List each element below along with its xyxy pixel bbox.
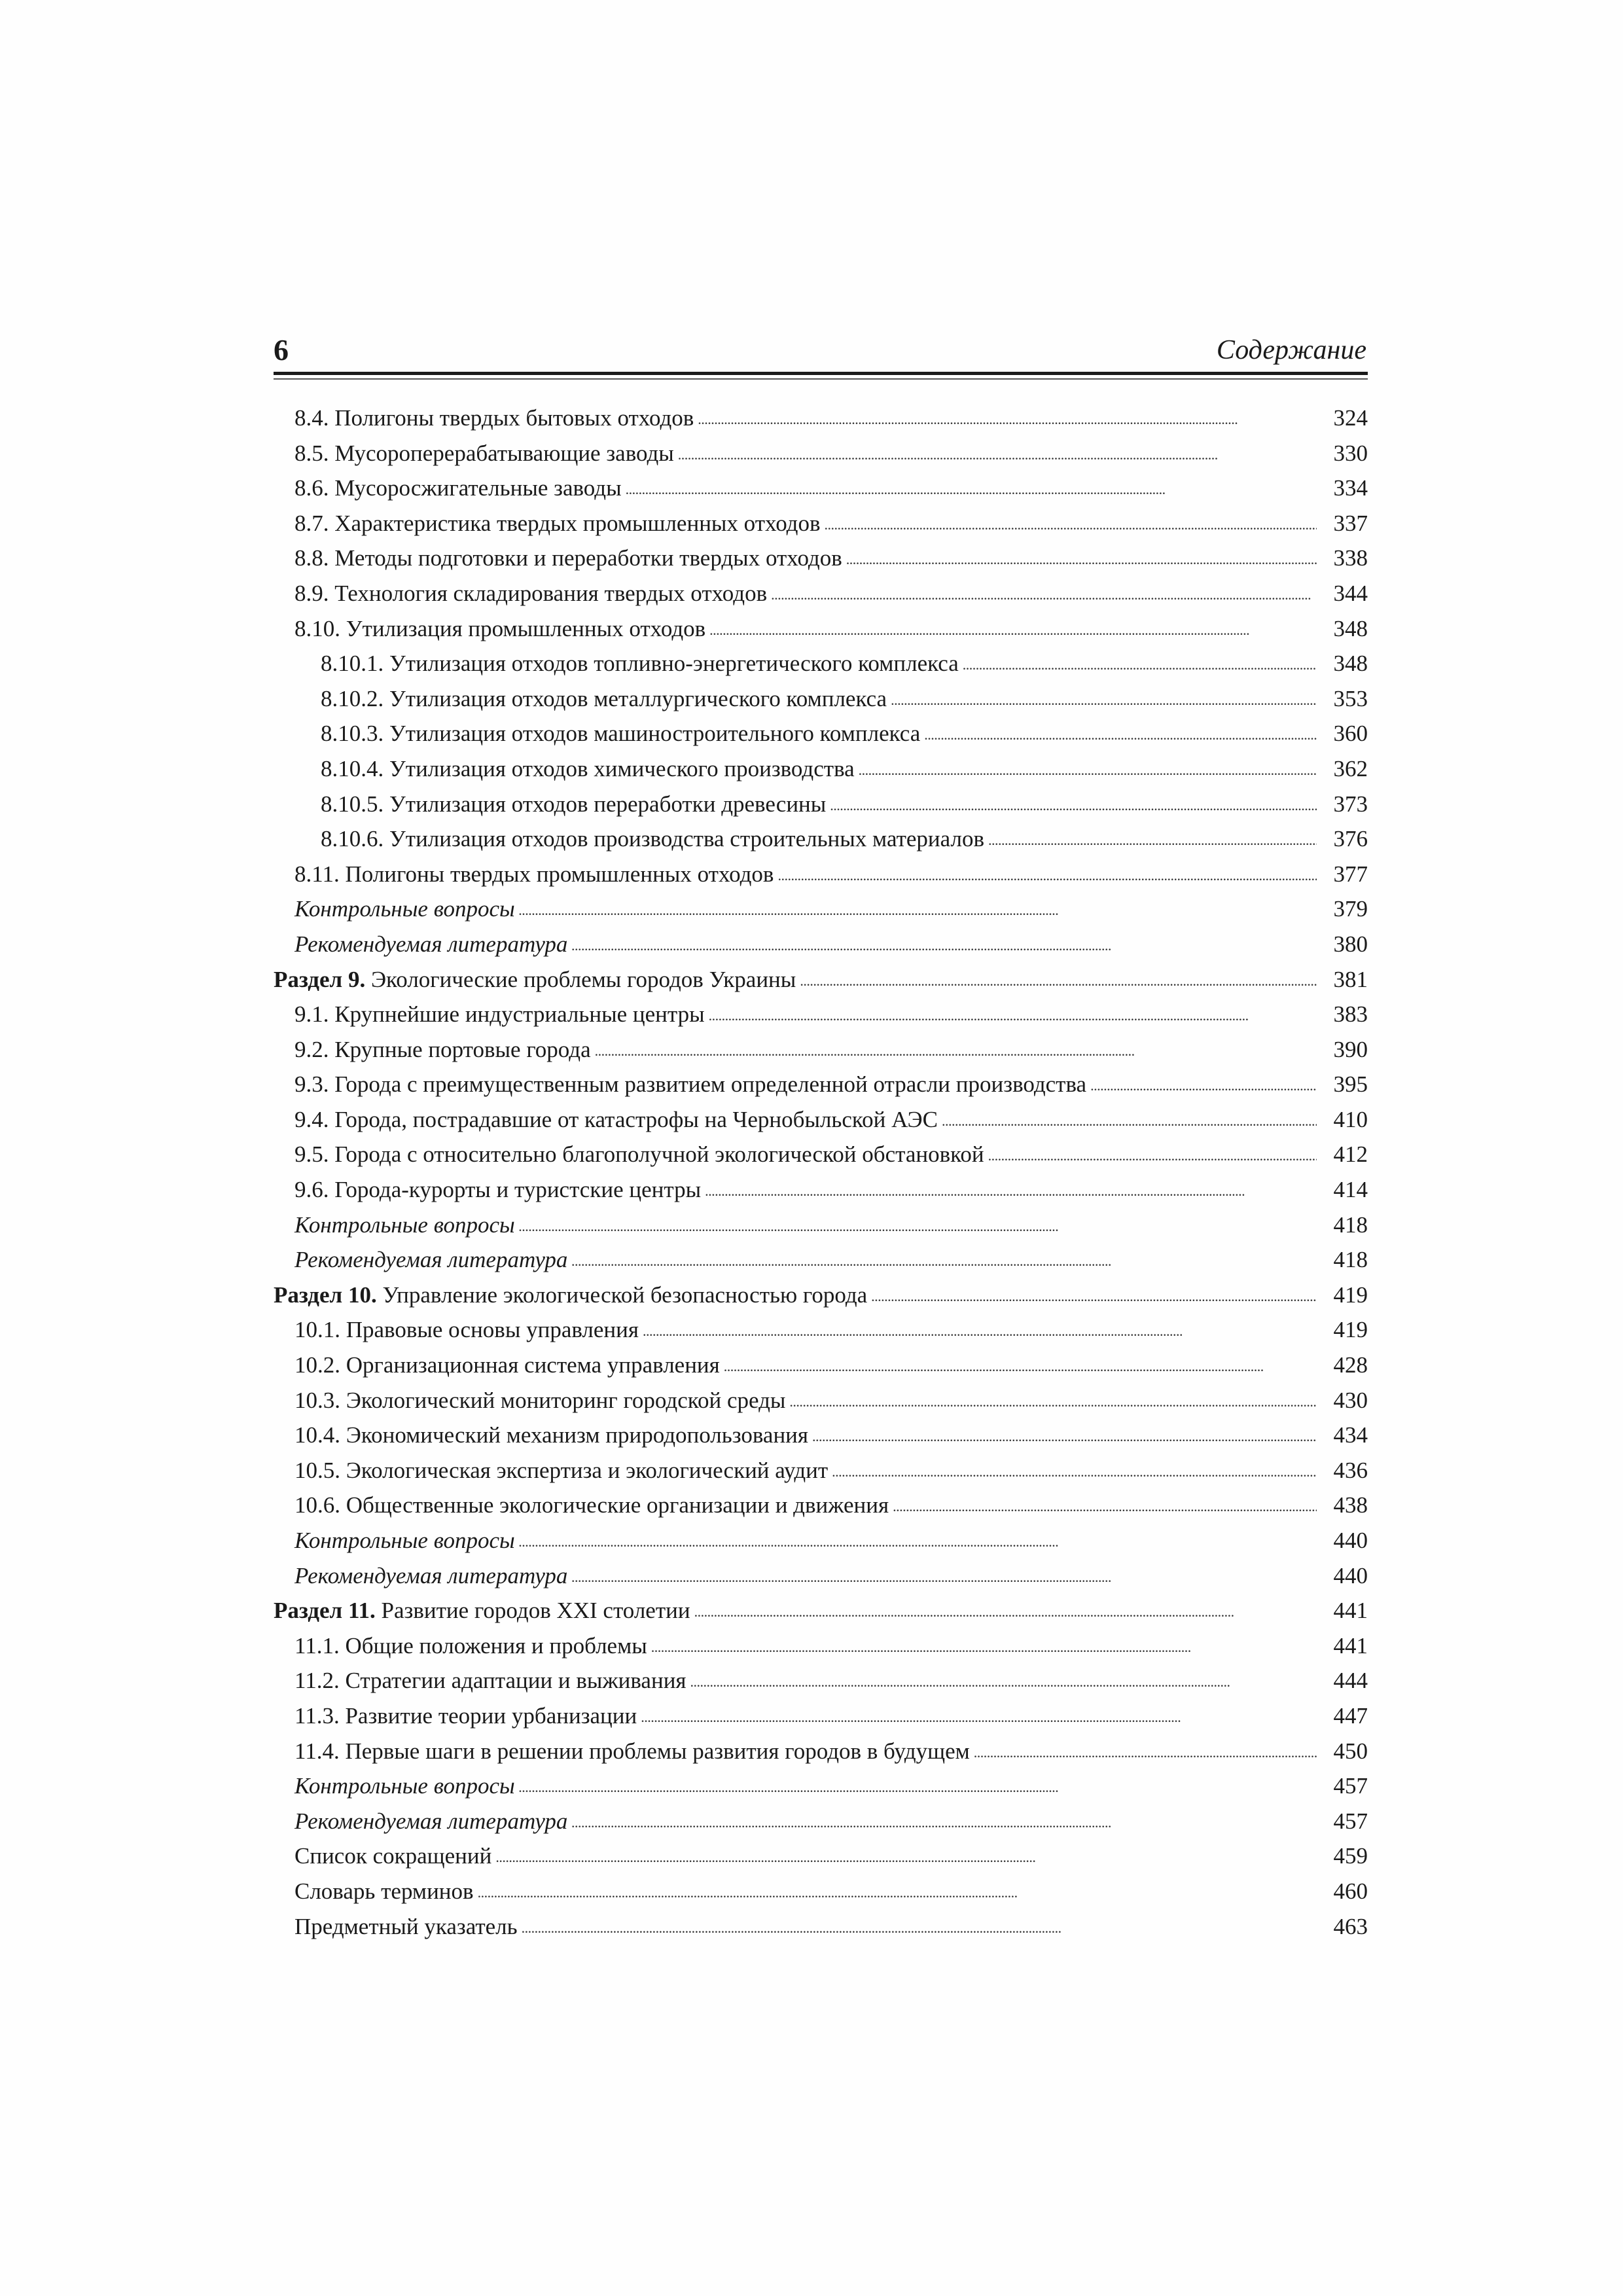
- toc-entry-title: Список сокращений: [294, 1843, 492, 1869]
- toc-entry: [274, 891, 1368, 927]
- toc-entry: [274, 751, 1368, 787]
- toc-entry: [274, 997, 1368, 1032]
- toc-page-number: 419: [1333, 1317, 1368, 1343]
- toc-entry: [274, 576, 1368, 611]
- toc-entry: [274, 1488, 1368, 1523]
- dot-leader: [893, 1489, 1317, 1524]
- toc-page-number: 377: [1333, 861, 1368, 887]
- running-title: Содержание: [1216, 335, 1366, 365]
- toc-page-number: 414: [1333, 1177, 1368, 1203]
- dot-leader: [519, 893, 1317, 928]
- toc-page-number: 337: [1333, 510, 1368, 536]
- toc-page-number: 418: [1333, 1247, 1368, 1273]
- dot-leader: [771, 577, 1317, 613]
- toc-page-number: 436: [1333, 1457, 1368, 1483]
- toc-entry: [274, 1874, 1368, 1909]
- toc-entry: [274, 681, 1368, 717]
- page-header: [274, 331, 1366, 370]
- toc-entry-title: 10.6. Общественные экологические организации и движения: [294, 1492, 889, 1518]
- toc-entry: [274, 1348, 1368, 1383]
- toc-page-number: 460: [1333, 1878, 1368, 1904]
- dot-leader: [859, 753, 1317, 788]
- dot-leader: [709, 613, 1317, 648]
- toc-entry: [274, 1698, 1368, 1734]
- toc-entry: [274, 1032, 1368, 1067]
- toc-page-number: 444: [1333, 1668, 1368, 1694]
- toc-entry-title: 8.10.6. Утилизация отходов производства строительных материалов: [321, 826, 984, 852]
- toc-page-number: 450: [1333, 1738, 1368, 1764]
- toc-entry-title: 9.1. Крупнейшие индустриальные центры: [294, 1001, 705, 1028]
- toc-page-number: 457: [1333, 1773, 1368, 1799]
- dot-leader: [694, 1594, 1317, 1630]
- toc-page-number: 430: [1333, 1387, 1368, 1413]
- toc-entry-title: Контрольные вопросы: [294, 896, 515, 922]
- toc-entry: [274, 1558, 1368, 1594]
- toc-page-number: 373: [1333, 791, 1368, 817]
- dot-leader: [571, 1560, 1317, 1595]
- toc-entry-title: 8.10.3. Утилизация отходов машиностроительного комплекса: [321, 721, 921, 747]
- toc-entry: [274, 1242, 1368, 1278]
- toc-entry: [274, 716, 1368, 751]
- toc-entry-title: 10.2. Организационная система управления: [294, 1352, 720, 1378]
- toc-entry-title: 9.5. Города с относительно благополучной экологической обстановкой: [294, 1141, 984, 1168]
- toc-page-number: 390: [1333, 1036, 1368, 1062]
- dot-leader: [519, 1524, 1317, 1560]
- toc-page-number: 348: [1333, 651, 1368, 677]
- toc-entry: [274, 1418, 1368, 1453]
- dot-leader: [571, 1244, 1317, 1279]
- dot-leader: [1090, 1068, 1317, 1103]
- dot-leader: [519, 1770, 1317, 1805]
- dot-leader: [777, 858, 1317, 893]
- toc-entry-title: 9.4. Города, пострадавшие от катастрофы на Чернобыльской АЭС: [294, 1106, 938, 1132]
- toc-entry: [274, 857, 1368, 892]
- toc-entry: [274, 506, 1368, 541]
- toc-page-number: 353: [1333, 685, 1368, 711]
- toc-entry: [274, 1453, 1368, 1488]
- toc-page-number: 441: [1333, 1598, 1368, 1624]
- table-of-contents: [274, 401, 1368, 1944]
- toc-entry-title: 9.6. Города-курорты и туристские центры: [294, 1177, 702, 1203]
- toc-entry-title: 8.9. Технология складирования твердых отходов: [294, 580, 768, 606]
- dot-leader: [519, 1209, 1317, 1244]
- header-rule-secondary: [274, 378, 1368, 380]
- toc-entry-title: Рекомендуемая литература: [294, 931, 568, 957]
- toc-section-entry: [274, 962, 1368, 997]
- toc-entry-title: Рекомендуемая литература: [294, 1562, 568, 1588]
- toc-entry: [274, 1909, 1368, 1945]
- toc-section-title: Развитие городов XXI столетии: [375, 1598, 690, 1624]
- toc-page-number: 459: [1333, 1843, 1368, 1869]
- header-rule: [274, 372, 1368, 375]
- toc-entry-title: 8.6. Мусоросжигательные заводы: [294, 475, 622, 501]
- toc-entry-title: Рекомендуемая литература: [294, 1247, 568, 1273]
- toc-entry: [274, 1768, 1368, 1804]
- toc-entry: [274, 787, 1368, 822]
- toc-section-label: Раздел 9.: [274, 966, 366, 992]
- toc-page-number: 348: [1333, 615, 1368, 641]
- dot-leader: [724, 1349, 1317, 1384]
- dot-leader: [942, 1103, 1317, 1139]
- toc-entry: [274, 401, 1368, 436]
- toc-entry-title: Контрольные вопросы: [294, 1211, 515, 1238]
- dot-leader: [698, 402, 1317, 437]
- dot-leader: [789, 1384, 1317, 1420]
- toc-page-number: 434: [1333, 1422, 1368, 1448]
- toc-entry-title: Предметный указатель: [294, 1913, 518, 1939]
- toc-page-number: 418: [1333, 1211, 1368, 1238]
- toc-entry-title: [274, 962, 796, 997]
- toc-entry-title: Рекомендуемая литература: [294, 1808, 568, 1834]
- toc-entry: [274, 1804, 1368, 1839]
- dot-leader: [643, 1314, 1317, 1349]
- toc-entry: [274, 1523, 1368, 1558]
- toc-entry-title: 8.10.4. Утилизация отходов химического производства: [321, 755, 855, 781]
- toc-page-number: 338: [1333, 545, 1368, 571]
- toc-page-number: 419: [1333, 1282, 1368, 1308]
- toc-entry-title: 8.10.5. Утилизация отходов переработки древесины: [321, 791, 827, 817]
- toc-entry: [274, 1137, 1368, 1172]
- toc-entry: [274, 927, 1368, 962]
- toc-page-number: 395: [1333, 1071, 1368, 1098]
- toc-section-entry: [274, 1278, 1368, 1313]
- toc-entry: [274, 1208, 1368, 1243]
- toc-entry-title: 11.1. Общие положения и проблемы: [294, 1632, 647, 1659]
- toc-entry: [274, 1172, 1368, 1208]
- dot-leader: [832, 1454, 1317, 1490]
- dot-leader: [690, 1664, 1317, 1700]
- toc-entry: [274, 541, 1368, 576]
- toc-entry-title: 10.3. Экологический мониторинг городской среды: [294, 1387, 786, 1413]
- toc-entry-title: Контрольные вопросы: [294, 1528, 515, 1553]
- toc-page-number: 457: [1333, 1808, 1368, 1834]
- toc-entry-title: 11.2. Стратегии адаптации и выживания: [294, 1668, 687, 1694]
- dot-leader: [988, 1138, 1317, 1174]
- toc-page-number: 383: [1333, 1001, 1368, 1028]
- toc-entry-title: Словарь терминов: [294, 1878, 474, 1904]
- dot-leader: [495, 1840, 1317, 1875]
- toc-page-number: 412: [1333, 1141, 1368, 1168]
- toc-entry: [274, 821, 1368, 857]
- toc-page-number: 334: [1333, 475, 1368, 501]
- toc-entry: [274, 436, 1368, 471]
- toc-entry-title: [274, 1593, 690, 1628]
- toc-page-number: 360: [1333, 721, 1368, 747]
- toc-entry: [274, 1102, 1368, 1138]
- toc-entry-title: 8.7. Характеристика твердых промышленных отходов: [294, 510, 821, 536]
- dot-leader: [825, 507, 1317, 543]
- dot-leader: [571, 928, 1317, 963]
- toc-page-number: 362: [1333, 755, 1368, 781]
- toc-entry-title: [274, 1278, 867, 1313]
- dot-leader: [812, 1419, 1317, 1454]
- toc-entry-title: 9.3. Города с преимущественным развитием определенной отрасли производства: [294, 1071, 1087, 1098]
- dot-leader: [626, 472, 1317, 507]
- dot-leader: [988, 823, 1317, 858]
- toc-page-number: 381: [1333, 966, 1368, 992]
- toc-entry-title: 10.1. Правовые основы управления: [294, 1317, 639, 1343]
- toc-entry: [274, 471, 1368, 506]
- toc-entry: [274, 1663, 1368, 1698]
- toc-entry-title: 8.11. Полигоны твердых промышленных отходов: [294, 861, 774, 887]
- toc-page-number: 428: [1333, 1352, 1368, 1378]
- dot-leader: [571, 1805, 1317, 1840]
- dot-leader: [678, 437, 1317, 473]
- toc-page-number: 344: [1333, 580, 1368, 606]
- dot-leader: [924, 717, 1317, 753]
- dot-leader: [641, 1700, 1317, 1735]
- toc-entry: [274, 1628, 1368, 1664]
- toc-entry-title: 8.10.1. Утилизация отходов топливно-энергетического комплекса: [321, 651, 959, 677]
- toc-entry-title: Контрольные вопросы: [294, 1773, 515, 1799]
- dot-leader: [974, 1735, 1317, 1770]
- dot-leader: [891, 683, 1317, 718]
- dot-leader: [709, 998, 1317, 1033]
- toc-entry: [274, 1839, 1368, 1874]
- toc-page-number: 380: [1333, 931, 1368, 957]
- toc-page-number: 379: [1333, 896, 1368, 922]
- toc-entry-title: 8.10.2. Утилизация отходов металлургического комплекса: [321, 685, 887, 711]
- dot-leader: [871, 1279, 1317, 1314]
- toc-page-number: 324: [1333, 405, 1368, 431]
- toc-page-number: 376: [1333, 826, 1368, 852]
- toc-section-label: Раздел 11.: [274, 1598, 376, 1624]
- toc-entry-title: 11.3. Развитие теории урбанизации: [294, 1702, 637, 1729]
- toc-section-title: Экологические проблемы городов Украины: [365, 966, 796, 992]
- toc-entry-title: 10.5. Экологическая экспертиза и экологический аудит: [294, 1457, 829, 1483]
- dot-leader: [963, 647, 1317, 683]
- toc-entry: [274, 646, 1368, 681]
- toc-entry-title: 9.2. Крупные портовые города: [294, 1036, 591, 1062]
- toc-entry: [274, 1383, 1368, 1418]
- page-number: 6: [274, 333, 289, 367]
- dot-leader: [830, 788, 1317, 823]
- dot-leader: [651, 1630, 1317, 1665]
- toc-section-entry: [274, 1593, 1368, 1628]
- toc-entry-title: 8.4. Полигоны твердых бытовых отходов: [294, 405, 694, 431]
- toc-entry-title: 8.8. Методы подготовки и переработки твердых отходов: [294, 545, 842, 571]
- toc-page-number: 440: [1333, 1528, 1368, 1553]
- toc-entry: [274, 1734, 1368, 1769]
- dot-leader: [705, 1174, 1317, 1209]
- toc-section-label: Раздел 10.: [274, 1282, 377, 1308]
- toc-section-title: Управление экологической безопасностью города: [376, 1282, 868, 1308]
- toc-page-number: 440: [1333, 1562, 1368, 1588]
- toc-page-number: 447: [1333, 1702, 1368, 1729]
- toc-entry: [274, 611, 1368, 647]
- toc-page-number: 410: [1333, 1106, 1368, 1132]
- toc-entry-title: 10.4. Экономический механизм природопользования: [294, 1422, 809, 1448]
- toc-entry: [274, 1067, 1368, 1102]
- toc-page-number: 330: [1333, 440, 1368, 466]
- dot-leader: [846, 542, 1317, 577]
- toc-entry: [274, 1312, 1368, 1348]
- dot-leader: [478, 1875, 1317, 1910]
- toc-page-number: 463: [1333, 1913, 1368, 1939]
- toc-page-number: 441: [1333, 1632, 1368, 1659]
- dot-leader: [800, 963, 1317, 999]
- toc-entry-title: 8.10. Утилизация промышленных отходов: [294, 615, 706, 641]
- dot-leader: [522, 1910, 1317, 1946]
- toc-entry-title: 11.4. Первые шаги в решении проблемы развития городов в будущем: [294, 1738, 970, 1764]
- toc-entry-title: 8.5. Мусороперерабатывающие заводы: [294, 440, 674, 466]
- dot-leader: [595, 1033, 1317, 1069]
- toc-page-number: 438: [1333, 1492, 1368, 1518]
